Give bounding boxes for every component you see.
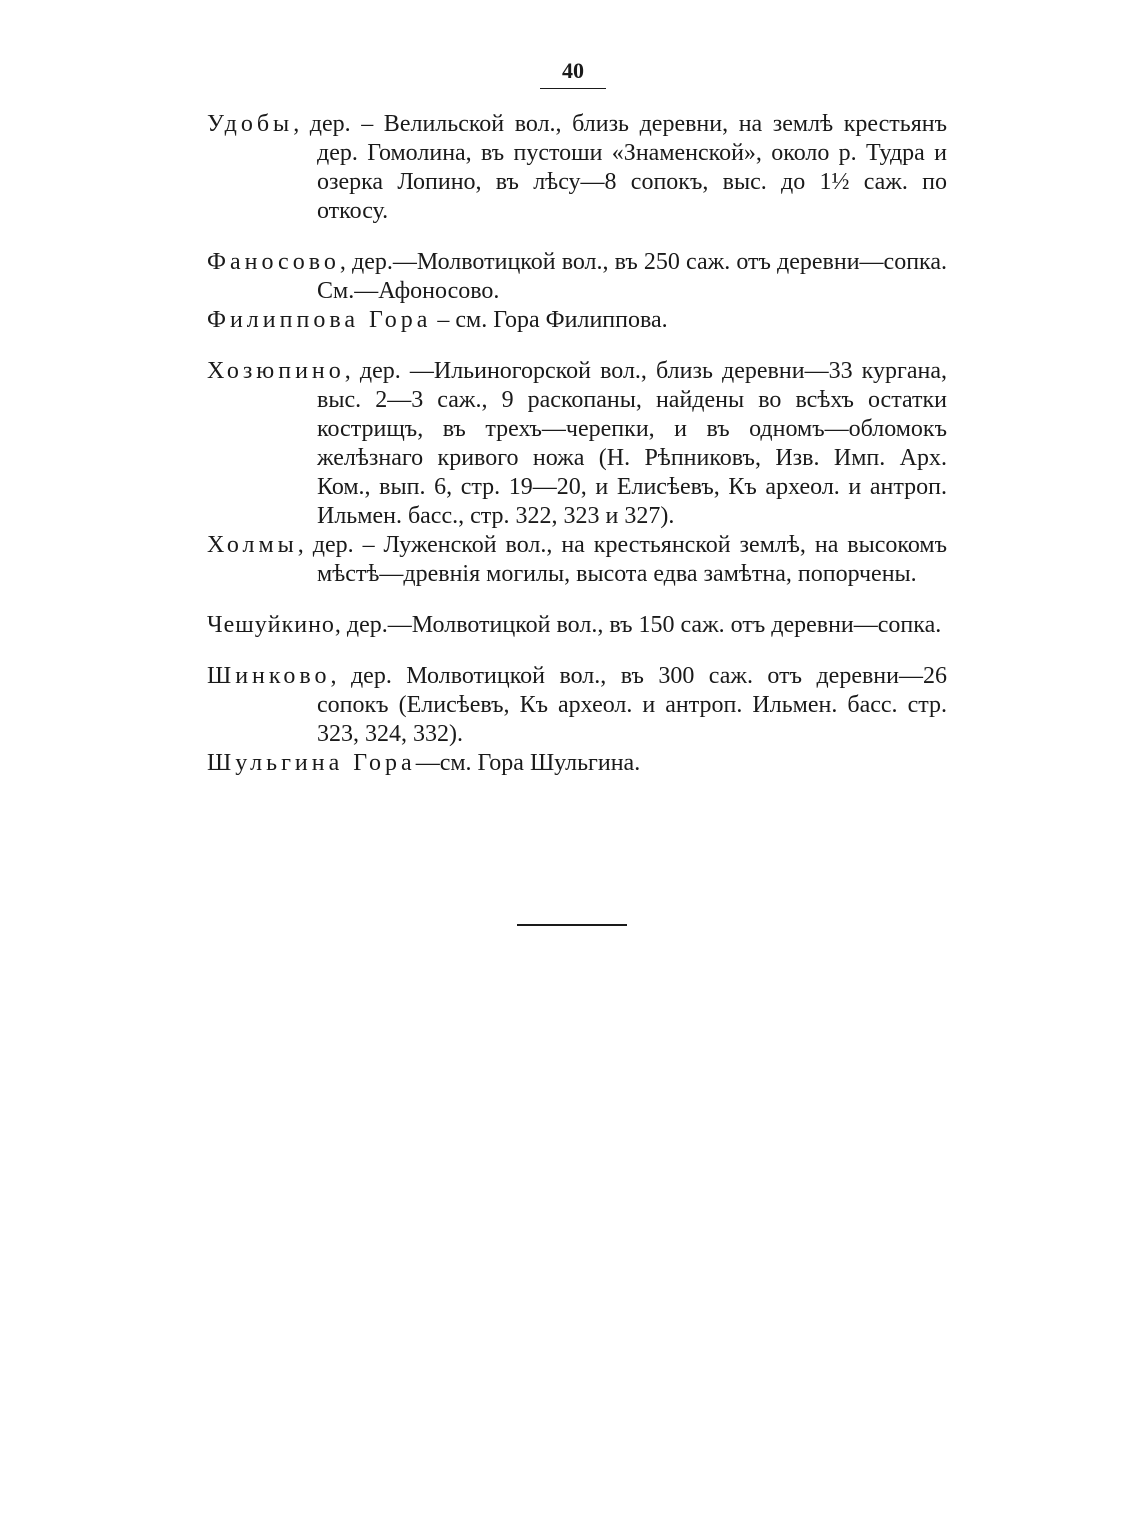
entry-cheshuykino — [207, 611, 947, 640]
entry-headword: Шинково — [207, 663, 331, 689]
entry-text: , дер. – Велильской вол., близь деревни, на землѣ крестьянъ дер. Гомолина, въ пустоши «Знаменской», около р. Тудра и озерка Лопино, въ лѣсу—8 сопокъ, выс. до 1½ саж. по откосу. — [293, 111, 947, 224]
page-number: 40 — [540, 58, 606, 89]
entry-filippova-gora — [207, 306, 947, 335]
entry-udoby — [207, 110, 947, 226]
entry-shinkovo — [207, 662, 947, 749]
entry-headword: Холмы — [207, 532, 298, 558]
entry-text: , дер. Молвотицкой вол., въ 300 саж. отъ деревни—26 сопокъ (Елисѣевъ, Къ археол. и антроп. Ильмен. басс. стр. 323, 324, 332). — [317, 663, 947, 747]
entry-shulgina-gora — [207, 749, 947, 778]
end-rule-divider — [517, 924, 627, 926]
entry-headword: Филиппова Гора — [207, 307, 432, 333]
entry-headword: Фаносово — [207, 249, 340, 275]
entry-kholmy — [207, 531, 947, 589]
entry-headword: Чешуйкино — [207, 612, 335, 638]
entry-text: – см. Гора Филиппова. — [431, 307, 668, 333]
entry-khozyupino — [207, 357, 947, 531]
entry-text: —см. Гора Шульгина. — [415, 750, 641, 776]
entry-fanosovo — [207, 248, 947, 306]
entry-text: , дер.—Молвотицкой вол., въ 250 саж. отъ деревни—сопка. См.—Афоносово. — [317, 249, 947, 304]
entry-list — [207, 110, 947, 778]
entry-headword: Хозюпино — [207, 358, 345, 384]
entry-text: , дер. – Луженской вол., на крестьянской землѣ, на высокомъ мѣстѣ—древнія могилы, высота едва замѣтна, попорчены. — [297, 532, 947, 587]
entry-headword: Шульгина Гора — [207, 750, 416, 776]
entry-headword: Удобы — [207, 111, 294, 137]
entry-text: , дер. —Ильиногорской вол., близь деревни—33 кургана, выс. 2—3 саж., 9 раскопаны, найдены во всѣхъ остатки кострищъ, въ трехъ—черепки, и въ одномъ—обломокъ желѣзнаго кривого ножа (Н. Рѣпниковъ, Изв. Имп. Арх. Ком., вып. 6, стр. 19—20, и Елисѣевъ, Къ археол. и антроп. Ильмен. басс., стр. 322, 323 и 327). — [317, 358, 947, 529]
entry-text: , дер.—Молвотицкой вол., въ 150 саж. отъ деревни—сопка. — [334, 612, 942, 638]
